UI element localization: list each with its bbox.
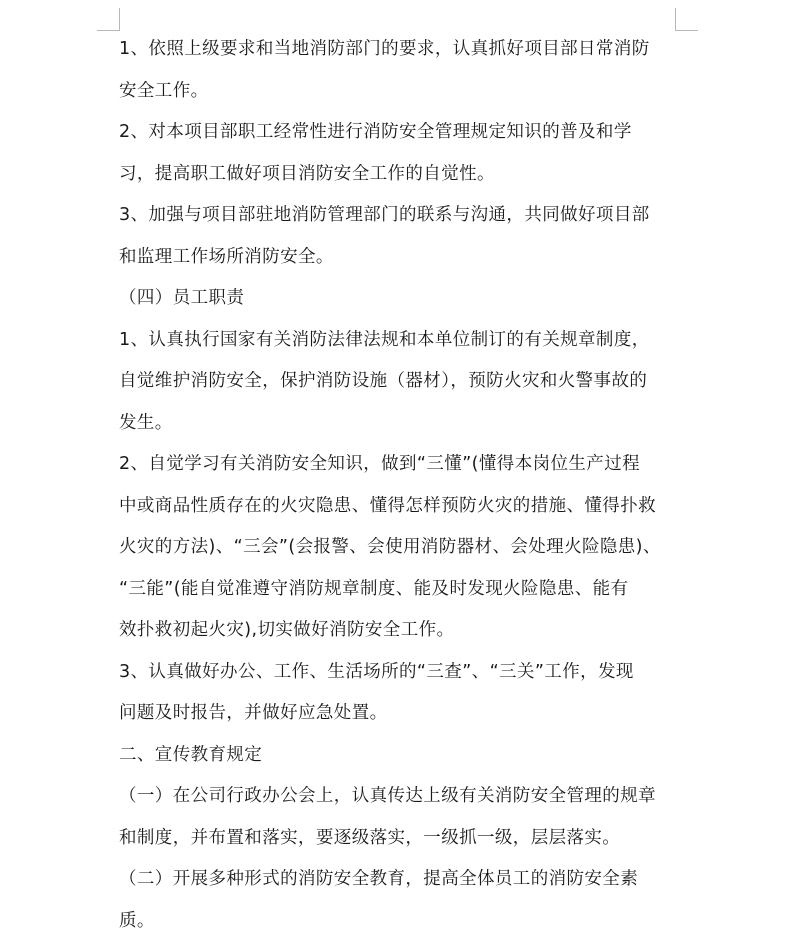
margin-corner-mark-right	[675, 8, 698, 31]
text-line: 1、依照上级要求和当地消防部门的要求，认真抓好项目部日常消防	[119, 29, 679, 71]
text-line: 质。	[119, 901, 679, 942]
text-line: 火灾的方法)、“三会”(会报警、会使用消防器材、会处理火险隐患)、	[119, 527, 679, 569]
text-line: 中或商品性质存在的火灾隐患、懂得怎样预防火灾的措施、懂得扑救	[119, 486, 679, 528]
document-body[interactable]	[119, 29, 679, 942]
text-line: 发生。	[119, 403, 679, 445]
text-line: 问题及时报告，并做好应急处置。	[119, 693, 679, 735]
text-line: 自觉维护消防安全，保护消防设施（器材），预防火灾和火警事故的	[119, 361, 679, 403]
text-line: 3、加强与项目部驻地消防管理部门的联系与沟通，共同做好项目部	[119, 195, 679, 237]
text-line: 安全工作。	[119, 71, 679, 113]
section-heading: （四）员工职责	[119, 278, 679, 320]
text-line: 效扑救初起火灾),切实做好消防安全工作。	[119, 610, 679, 652]
text-line: （一）在公司行政办公会上，认真传达上级有关消防安全管理的规章	[119, 776, 679, 818]
text-line: 和制度，并布置和落实，要逐级落实，一级抓一级，层层落实。	[119, 818, 679, 860]
text-line: 3、认真做好办公、工作、生活场所的“三查”、“三关”工作，发现	[119, 652, 679, 694]
text-line: 2、自觉学习有关消防安全知识，做到“三懂”(懂得本岗位生产过程	[119, 444, 679, 486]
text-line: 1、认真执行国家有关消防法律法规和本单位制订的有关规章制度，	[119, 320, 679, 362]
text-line: 和监理工作场所消防安全。	[119, 237, 679, 279]
section-heading: 二、宣传教育规定	[119, 735, 679, 777]
text-line: 2、对本项目部职工经常性进行消防安全管理规定知识的普及和学	[119, 112, 679, 154]
margin-corner-mark-left	[97, 8, 120, 31]
text-line: “三能”(能自觉准遵守消防规章制度、能及时发现火险隐患、能有	[119, 569, 679, 611]
text-line: 习，提高职工做好项目消防安全工作的自觉性。	[119, 154, 679, 196]
text-line: （二）开展多种形式的消防安全教育，提高全体员工的消防安全素	[119, 859, 679, 901]
